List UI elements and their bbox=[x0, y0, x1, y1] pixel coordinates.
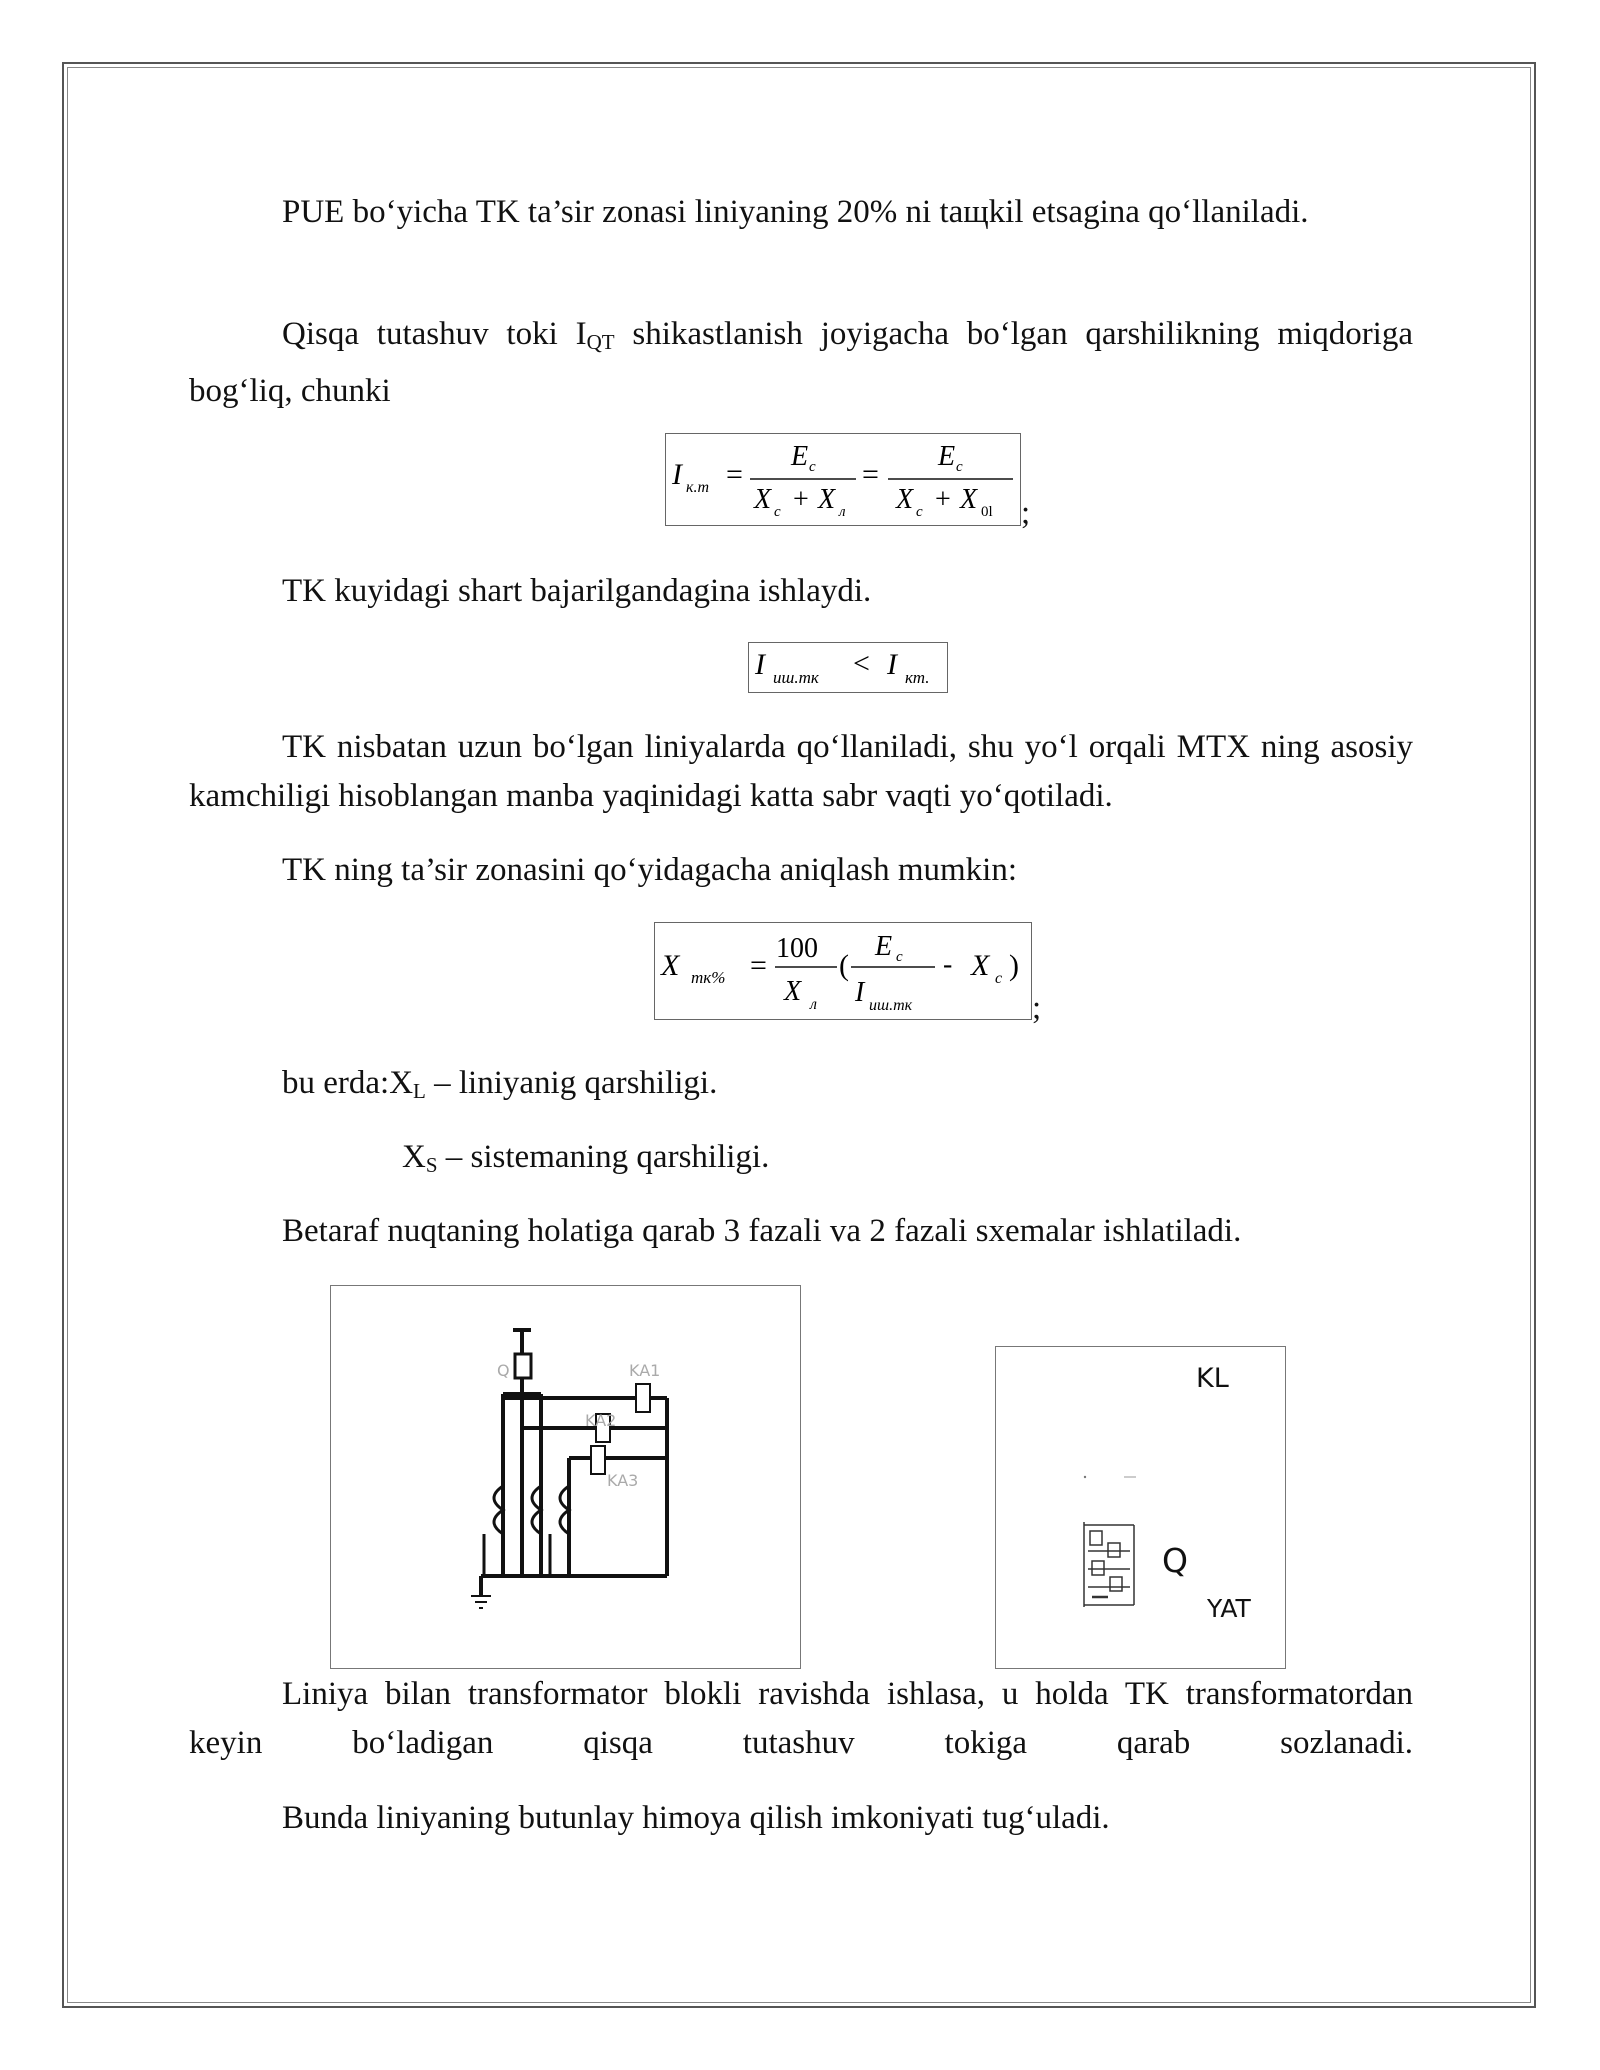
formula-1-den2-a-sub: c bbox=[916, 504, 923, 520]
formula-3-xc-sub: c bbox=[995, 970, 1003, 987]
subscript-s: S bbox=[425, 1153, 438, 1177]
formula-1-den2-b-sub: 0l bbox=[981, 504, 993, 520]
paragraph-xs-definition bbox=[189, 1133, 1413, 1190]
formula-3-svg bbox=[655, 923, 1031, 1019]
formula-1-svg bbox=[666, 434, 1020, 525]
paragraph-pue-zone: PUE bo‘yicha TK ta’sir zonasi liniyaning 20% ni taщkil etsagina qo‘llaniladi. bbox=[282, 194, 1309, 230]
formula-1-num2: E bbox=[938, 441, 956, 472]
formula-1-num1: E bbox=[791, 441, 809, 472]
two-phase-circuit-diagram bbox=[996, 1347, 1285, 1668]
figure-two-phase-scheme bbox=[995, 1346, 1286, 1669]
formula-3-minus: - bbox=[943, 949, 953, 980]
formula-1-eq1: = bbox=[726, 458, 743, 491]
text-segment: – liniyanig qarshiligi. bbox=[425, 1065, 718, 1101]
three-phase-circuit-diagram bbox=[331, 1286, 800, 1668]
formula-tk-zone bbox=[654, 922, 1032, 1020]
label-ka1: KA1 bbox=[629, 1361, 661, 1380]
paragraph-xl-definition bbox=[189, 1059, 1413, 1116]
text-segment: – sistemaning qarshiligi. bbox=[437, 1139, 770, 1175]
formula-2-right: I bbox=[887, 648, 897, 681]
paragraph-tk-zone-definition: TK ning ta’sir zonasini qo‘yidagacha aniqlash mumkin: bbox=[282, 852, 1018, 888]
formula-3-close-paren: ) bbox=[1009, 949, 1019, 982]
text-segment: shikastlanish joyigacha bo‘lgan qarshilikning miqdoriga bog‘liq, chunki bbox=[189, 316, 1413, 409]
label-ka2: KA2 bbox=[585, 1411, 617, 1430]
figure-three-phase-scheme bbox=[330, 1285, 801, 1669]
formula-1-den1-a: X bbox=[754, 484, 772, 515]
formula-3-eq: = bbox=[750, 949, 767, 982]
formula-1-eq2: = bbox=[862, 458, 879, 491]
formula-3-inner-num-sub: c bbox=[896, 949, 903, 965]
formula-1-den2-b: X bbox=[960, 484, 978, 515]
formula-1-den1-b-sub: л bbox=[839, 504, 846, 520]
label-yat: YAT bbox=[1207, 1594, 1251, 1623]
formula-3-frac-den-sub: л bbox=[810, 996, 817, 1013]
formula-1-den1-a-sub: c bbox=[774, 504, 781, 520]
formula-2-left-sub: иш.тк bbox=[773, 668, 819, 687]
paragraph-transformer-block: Liniya bilan transformator blokli ravishda ishlasa, u holda TK transformatordan keyin bo‘ladigan qisqa tutashuv tokiga qarab sozlanadi. bbox=[189, 1676, 1413, 1761]
text-segment: X bbox=[402, 1139, 426, 1175]
label-kl: KL bbox=[1196, 1363, 1229, 1394]
formula-short-circuit-current bbox=[665, 433, 1021, 526]
formula-3-frac-den: X bbox=[784, 976, 802, 1007]
paragraph-tk-condition: TK kuyidagi shart bajarilgandagina ishlaydi. bbox=[282, 573, 872, 609]
formula-3-inner-num: E bbox=[875, 931, 893, 962]
formula-1-plus2: + bbox=[935, 484, 951, 515]
relay-ka1 bbox=[636, 1384, 650, 1412]
paragraph-short-circuit-current bbox=[189, 310, 1413, 416]
formula-1-den1-b: X bbox=[818, 484, 836, 515]
subscript-l: L bbox=[413, 1079, 426, 1103]
dot-mark bbox=[1084, 1476, 1086, 1478]
formula-1-lhs: I bbox=[672, 458, 682, 491]
formula-1-lhs-sub: к.т bbox=[686, 479, 710, 496]
formula-1-semicolon: ; bbox=[1021, 495, 1031, 531]
paragraph-full-protection: Bunda liniyaning butunlay himoya qilish imkoniyati tug‘uladi. bbox=[282, 1800, 1110, 1836]
formula-2-left: I bbox=[755, 648, 765, 681]
formula-3-inner-den-sub: иш.тк bbox=[869, 997, 913, 1014]
paragraph-tk-long-lines: TK nisbatan uzun bo‘lgan liniyalarda qo‘llaniladi, shu yo‘l orqali MTX ning asosiy kamchiligi hisoblangan manba yaqinidagi katta sabr vaqti yo‘qotiladi. bbox=[189, 729, 1413, 814]
formula-2-svg bbox=[749, 643, 947, 692]
formula-3-inner-den: I bbox=[855, 977, 865, 1008]
miniature-scheme bbox=[1084, 1522, 1134, 1607]
formula-3-lhs: X bbox=[661, 949, 680, 982]
formula-1-num1-sub: c bbox=[809, 459, 816, 475]
formula-1-plus1: + bbox=[793, 484, 809, 515]
text-segment: Qisqa tutashuv toki I bbox=[282, 316, 587, 352]
label-q-right: Q bbox=[1162, 1541, 1188, 1580]
formula-2-lt: < bbox=[853, 647, 870, 680]
label-ka3: KA3 bbox=[607, 1471, 639, 1490]
label-q: Q bbox=[497, 1361, 510, 1380]
relay-ka3 bbox=[591, 1446, 605, 1474]
formula-3-frac-num: 100 bbox=[776, 933, 818, 964]
paragraph-neutral-point: Betaraf nuqtaning holatiga qarab 3 fazali va 2 fazali sxemalar ishlatiladi. bbox=[282, 1213, 1242, 1249]
formula-1-num2-sub: c bbox=[956, 459, 963, 475]
formula-tk-condition bbox=[748, 642, 948, 693]
formula-3-semicolon: ; bbox=[1032, 990, 1042, 1026]
formula-3-open-paren: ( bbox=[839, 949, 849, 982]
subscript-qt: QT bbox=[586, 330, 615, 354]
formula-1-den2-a: X bbox=[896, 484, 914, 515]
text-segment: bu erda:X bbox=[282, 1065, 414, 1101]
formula-3-xc: X bbox=[971, 949, 990, 982]
formula-3-lhs-sub: тк% bbox=[691, 968, 726, 987]
formula-2-right-sub: кт. bbox=[905, 668, 930, 687]
